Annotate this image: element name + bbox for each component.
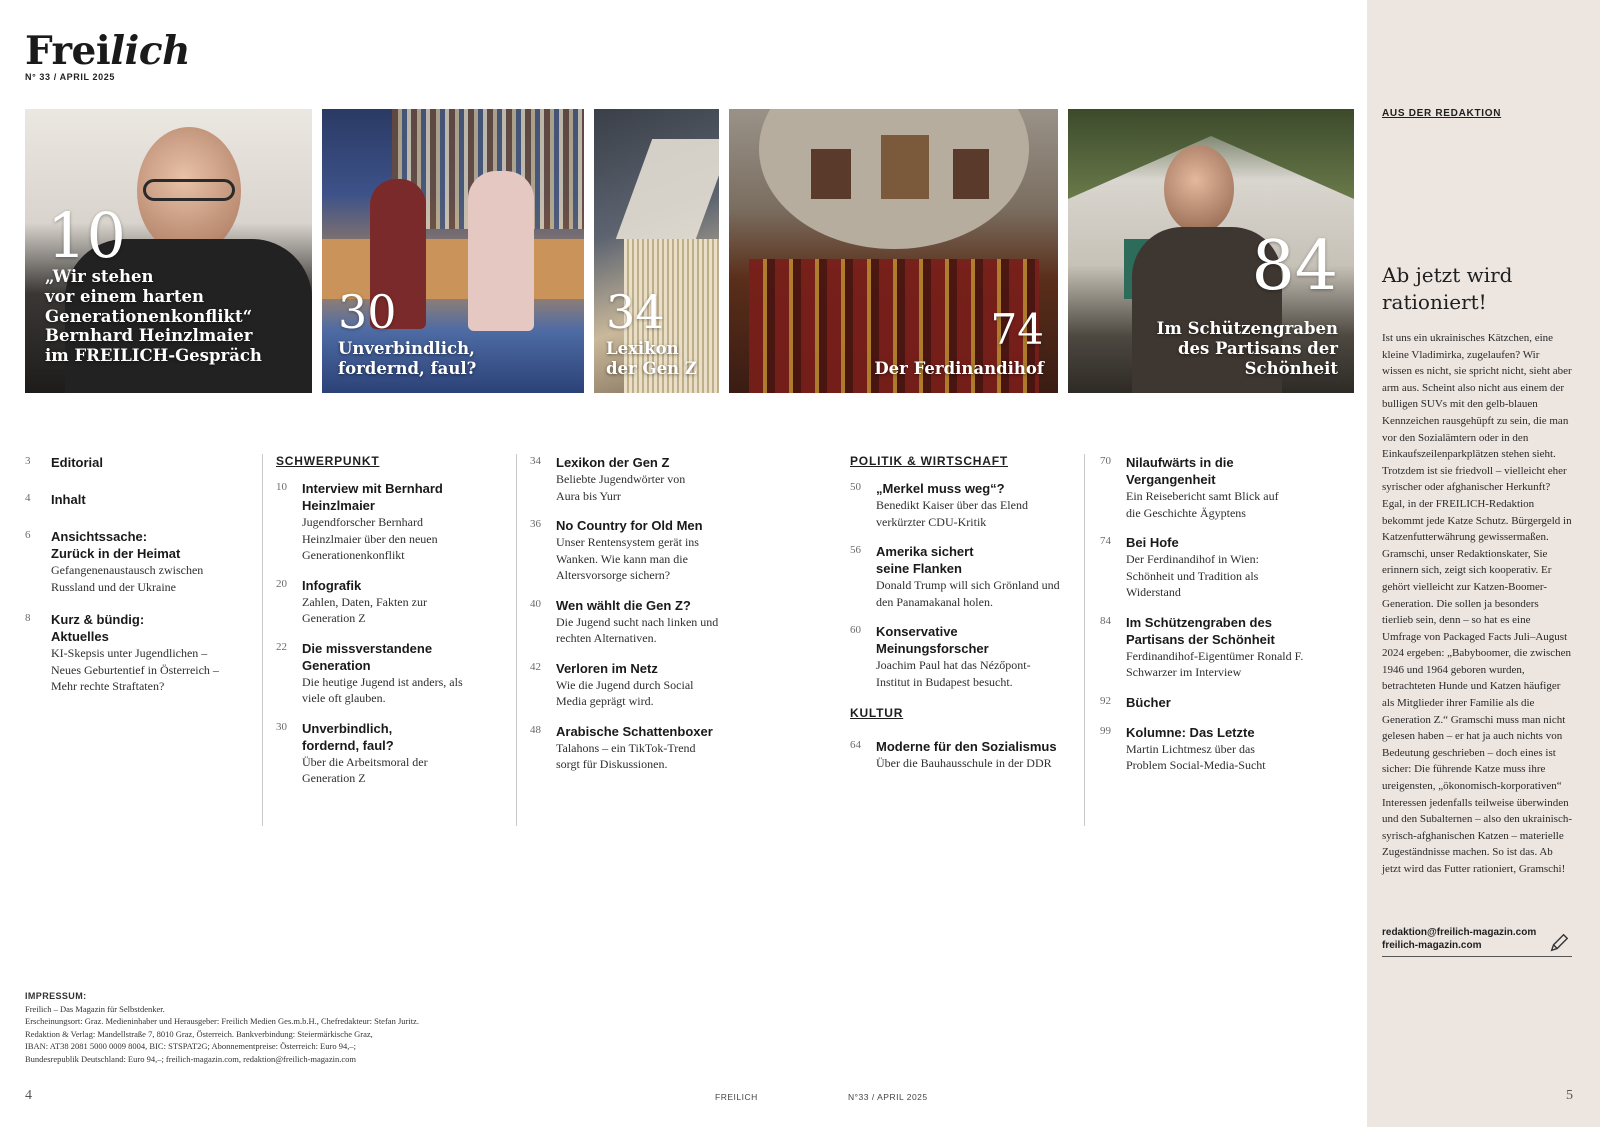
- section-heading-schwerpunkt: SCHWERPUNKT: [276, 454, 380, 468]
- toc-entry-title: „Merkel muss weg“?: [876, 481, 1005, 496]
- toc-entry-description: Ein Reisebericht samt Blick auf die Geschichte Ägyptens: [1126, 489, 1279, 520]
- section-heading-kultur: KULTUR: [850, 706, 904, 720]
- magazine-logo: [25, 28, 190, 74]
- caption-line: Bernhard Heinzlmaier: [45, 326, 253, 346]
- caption-line: Generationenkonflikt“: [45, 306, 253, 326]
- toc-entry-description: Über die Arbeitsmoral der Generation Z: [302, 754, 428, 785]
- toc-entry-description: Martin Lichtmesz über das Problem Social-Media-Sucht: [1126, 741, 1266, 772]
- contact-email-link[interactable]: redaktion@freilich-magazin.com: [1382, 927, 1537, 938]
- footer-issue: N°33 / APRIL 2025: [848, 1092, 928, 1102]
- toc-entry-title: Die missverstandene Generation: [302, 640, 433, 673]
- toc-entry-description: Die Jugend sucht nach linken und rechten Alternativen.: [556, 614, 719, 645]
- toc-page-number: 48: [530, 723, 541, 736]
- toc-entry-title: Wen wählt die Gen Z?: [556, 597, 691, 613]
- toc-entry-description: Ferdinandihof-Eigentümer Ronald F. Schwarzer im Interview: [1126, 648, 1304, 679]
- toc-entry[interactable]: [530, 597, 745, 647]
- portrait-glasses-shape: [143, 179, 235, 201]
- toc-entry[interactable]: [530, 660, 745, 710]
- toc-entry[interactable]: [25, 611, 240, 695]
- issue-number: N° 33 / APRIL 2025: [25, 72, 115, 82]
- caption-line: Lexikon: [606, 339, 679, 358]
- tile-page-number: 30: [338, 285, 397, 339]
- caption-line: im FREILICH-Gespräch: [45, 346, 262, 366]
- toc-entry-title: Amerika sichert seine Flanken: [876, 544, 974, 576]
- toc-entry-description: Benedikt Kaiser über das Elend verkürzter CDU-Kritik: [876, 498, 1028, 529]
- impressum-heading: IMPRESSUM:: [25, 991, 87, 1001]
- contact-website-link[interactable]: freilich-magazin.com: [1382, 940, 1482, 951]
- sidebar-contact: [1382, 926, 1572, 952]
- toc-entry[interactable]: [850, 738, 1075, 772]
- feature-tile-partisan[interactable]: [1068, 109, 1354, 393]
- toc-entry-title: Moderne für den Sozialismus: [876, 739, 1057, 754]
- tile-page-number: 10: [47, 199, 126, 272]
- toc-column-3: [530, 454, 745, 786]
- toc-entry[interactable]: [25, 528, 240, 595]
- toc-entry[interactable]: [530, 517, 745, 584]
- feature-tile-arbeitsmoral[interactable]: [322, 109, 584, 393]
- toc-entry-description: KI-Skepsis unter Jugendlichen – Neues Geburtentief in Österreich – Mehr rechte Straftaten?: [51, 646, 219, 693]
- pencil-icon: [1548, 932, 1570, 954]
- toc-column-1: [25, 454, 240, 708]
- toc-entry-description: Wie die Jugend durch Social Media geprägt wird.: [556, 677, 694, 708]
- toc-page-number: 50: [850, 481, 861, 493]
- portrait-head-shape: [1164, 145, 1234, 233]
- toc-entry-description: Zahlen, Daten, Fakten zur Generation Z: [302, 594, 427, 625]
- tile-caption: [1157, 319, 1338, 378]
- toc-entry[interactable]: [1100, 534, 1330, 601]
- toc-entry-title: Bücher: [1126, 694, 1171, 710]
- toc-entry-title: Ansichtssache: Zurück in der Heimat: [51, 529, 181, 561]
- footer-brand: FREILICH: [715, 1092, 758, 1102]
- caption-line: der Gen Z: [606, 358, 697, 378]
- toc-page-number: 64: [850, 739, 861, 751]
- toc-entry[interactable]: [276, 480, 481, 564]
- toc-entry-description: Donald Trump will sich Grönland und den Panamakanal holen.: [876, 578, 1060, 609]
- toc-page-number: 6: [25, 529, 31, 541]
- caption-line: Der Ferdinandihof: [874, 359, 1044, 378]
- toc-entry[interactable]: [1100, 694, 1330, 711]
- impressum-line: IBAN: AT38 2081 5000 0009 8004, BIC: STSPAT2G; Abonnementpreise: Österreich: Euro 94,–;: [25, 1041, 356, 1051]
- toc-page-number: 34: [530, 455, 541, 467]
- toc-entry[interactable]: [850, 623, 1075, 690]
- toc-entry-title: Kurz & bündig: Aktuelles: [51, 612, 145, 644]
- caption-line: Im Schützengraben: [1156, 319, 1338, 338]
- toc-entry[interactable]: [850, 543, 1075, 610]
- toc-entry-description: Über die Bauhausschule in der DDR: [876, 756, 1052, 770]
- tile-page-number: 34: [606, 285, 665, 339]
- toc-entry-description: Beliebte Jugendwörter von Aura bis Yurr: [556, 472, 686, 503]
- toc-page-number: 84: [1100, 614, 1111, 627]
- toc-entry[interactable]: [530, 723, 745, 773]
- toc-page-number: 8: [25, 612, 31, 624]
- toc-entry[interactable]: [850, 480, 1075, 530]
- caption-line: „Wir stehen: [45, 267, 154, 286]
- toc-page-number: 42: [530, 660, 541, 673]
- toc-entry[interactable]: [276, 577, 481, 627]
- toc-entry-description: Die heutige Jugend ist anders, als viele oft glauben.: [302, 674, 463, 705]
- sidebar-rule: [1382, 956, 1572, 957]
- toc-entry[interactable]: [276, 640, 481, 707]
- tile-caption: [45, 267, 262, 366]
- toc-entry-title: Konservative Meinungsforscher: [876, 624, 989, 656]
- toc-entry-description: Unser Rentensystem gerät ins Wanken. Wie kann man die Altersvorsorge sichern?: [556, 535, 699, 582]
- column-divider: [262, 454, 263, 826]
- sidebar-body-text: Ist uns ein ukrainisches Kätzchen, eine kleine Vladimirka, zugelaufen? Wir wissen es nicht, sie spricht nicht, sieht aber arm aus. Scheint also nicht aus einem der bulligen SUVs mit den gelb-blauen Kennzeichen rausgehüpft zu sein, die man vor den Sozialämtern oder in den Einkaufszeilenparkplätzen stehen sieht. Trotzdem ist sie friedvoll – vielleicht eher syrischer oder afghanischer Herkunft? Egal, in der FREILICH-Redaktion bekommt jede Katze Schutz. Bürgergeld in Katzenfutterwährung gewissermaßen. Gramschi, unser Redaktionskater, Sie erinnern sich, zeigt sich kooperativ. Er gehört vielleicht zur Katzen-Boomer-Generation. Die sollen ja besonders tierlieb sein, denn – so hat es eine Umfrage von Packaged Facts Juli–August 2024 ergeben: „Babyboomer, die zwischen 1946 und 1964 geboren wurden, betrachteten Hunde und Katzen häufiger als Mitglieder ihrer Familie als die Generation Z.“ Gramschi muss man nicht gelesen haben – er hat ja auch nichts von Bedeutung geschrieben – doch eines ist sicher: Die führende Katze muss ihre ureigensten, „ökonomisch-korporativen“ Interessen jedenfalls teilweise überwinden und den Subalternen – also den ukrainisch-syrisch-afghanischen Katzen – materielle Zugeständnisse machen. So ist das. Ab jetzt wird das Futter rationiert, Gramschi!: [1382, 332, 1573, 875]
- painting-shape: [953, 149, 989, 199]
- sidebar-title: Ab jetzt wird rationiert!: [1382, 263, 1513, 314]
- caption-line: Unverbindlich,: [338, 339, 475, 358]
- section-heading-politik: POLITIK & WIRTSCHAFT: [850, 454, 1008, 468]
- painting-shape: [881, 135, 929, 199]
- feature-tile-interview[interactable]: [25, 109, 312, 393]
- tile-page-number: 84: [1251, 227, 1338, 306]
- toc-entry[interactable]: [25, 454, 240, 471]
- toc-column-5: [1100, 454, 1330, 787]
- toc-entry[interactable]: [1100, 724, 1330, 774]
- toc-entry-description: Gefangenenaustausch zwischen Russland und der Ukraine: [51, 563, 204, 594]
- toc-entry-title: Nilaufwärts in die Vergangenheit: [1126, 455, 1234, 487]
- toc-entry-description: Der Ferdinandihof in Wien: Schönheit und Tradition als Widerstand: [1126, 552, 1259, 599]
- toc-page-number: 74: [1100, 535, 1111, 547]
- impressum-line: Redaktion & Verlag: Mandellstraße 7, 8010 Graz, Österreich. Bankverbindung: Steiermärkische Graz,: [25, 1028, 373, 1039]
- caption-line: fordernd, faul?: [338, 358, 477, 378]
- feature-tile-lexikon[interactable]: [594, 109, 719, 393]
- toc-page-number: 99: [1100, 724, 1111, 737]
- toc-entry-title: Interview mit Bernhard Heinzlmaier: [302, 481, 443, 513]
- toc-page-number: 30: [276, 720, 287, 733]
- person-right-shape: [468, 171, 534, 331]
- impressum: [25, 990, 525, 1065]
- left-page-number: 4: [25, 1088, 32, 1103]
- toc-entry[interactable]: [1100, 614, 1330, 681]
- impressum-line: Freilich – Das Magazin für Selbstdenker.: [25, 1003, 165, 1014]
- toc-entry-title: Unverbindlich, fordernd, faul?: [302, 720, 394, 753]
- column-divider: [516, 454, 517, 826]
- toc-entry-description: Talahons – ein TikTok-Trend sorgt für Diskussionen.: [556, 740, 696, 771]
- toc-column-4: [850, 454, 1075, 785]
- impressum-line: Bundesrepublik Deutschland: Euro 94,–; freilich-magazin.com, redaktion@freilich-magazin.com: [25, 1053, 356, 1064]
- toc-page-number: 22: [276, 640, 287, 653]
- column-divider: [1084, 454, 1085, 826]
- toc-entry-description: Joachim Paul hat das Nézőpont-Institut in Budapest besucht.: [876, 658, 1031, 689]
- caption-line: Schönheit: [1244, 358, 1338, 378]
- toc-entry-title: Editorial: [51, 455, 104, 470]
- toc-entry-title: Kolumne: Das Letzte: [1126, 724, 1255, 740]
- toc-entry[interactable]: [276, 720, 481, 787]
- toc-entry[interactable]: [25, 491, 240, 508]
- toc-entry-title: Im Schützengraben des Partisans der Schönheit: [1126, 614, 1275, 647]
- toc-page-number: 60: [850, 624, 861, 636]
- feature-tile-ferdinandihof[interactable]: [729, 109, 1058, 393]
- toc-page-number: 56: [850, 544, 861, 556]
- toc-entry-title: Arabische Schattenboxer: [556, 723, 713, 739]
- toc-entry-title: Infografik: [302, 577, 362, 593]
- toc-entry[interactable]: [530, 454, 745, 504]
- toc-entry-title: No Country for Old Men: [556, 518, 703, 533]
- toc-entry[interactable]: [1100, 454, 1330, 521]
- toc-page-number: 70: [1100, 455, 1111, 467]
- tile-caption: [338, 339, 476, 379]
- tile-caption: [606, 339, 697, 379]
- open-pages-shape: [616, 139, 719, 239]
- toc-entry-title: Inhalt: [51, 492, 86, 507]
- toc-page-number: 10: [276, 481, 287, 493]
- toc-page-number: 92: [1100, 694, 1111, 707]
- caption-line: des Partisans der: [1177, 338, 1338, 358]
- right-page-number: 5: [1566, 1088, 1573, 1103]
- toc-page-number: 36: [530, 518, 541, 530]
- toc-page-number: 20: [276, 577, 287, 590]
- sidebar-section-label: AUS DER REDAKTION: [1382, 108, 1502, 119]
- logo-italic-part: lich: [110, 28, 190, 74]
- toc-page-number: 4: [25, 492, 31, 504]
- logo-upright-part: Frei: [25, 28, 111, 74]
- impressum-line: Erscheinungsort: Graz. Medieninhaber und Herausgeber: Freilich Medien Ges.m.b.H., Chefredakteur: Stefan Juritz.: [25, 1016, 419, 1026]
- tile-page-number: 74: [990, 305, 1044, 354]
- toc-entry-title: Bei Hofe: [1126, 535, 1179, 550]
- toc-entry-description: Jugendforscher Bernhard Heinzlmaier über den neuen Generationenkonflikt: [302, 515, 438, 562]
- toc-page-number: 3: [25, 455, 31, 467]
- toc-page-number: 40: [530, 597, 541, 610]
- toc-entry-title: Verloren im Netz: [556, 660, 658, 676]
- toc-column-2: [276, 454, 481, 800]
- caption-line: vor einem harten: [45, 286, 204, 306]
- tile-caption: [874, 359, 1044, 379]
- toc-entry-title: Lexikon der Gen Z: [556, 455, 670, 470]
- painting-shape: [811, 149, 851, 199]
